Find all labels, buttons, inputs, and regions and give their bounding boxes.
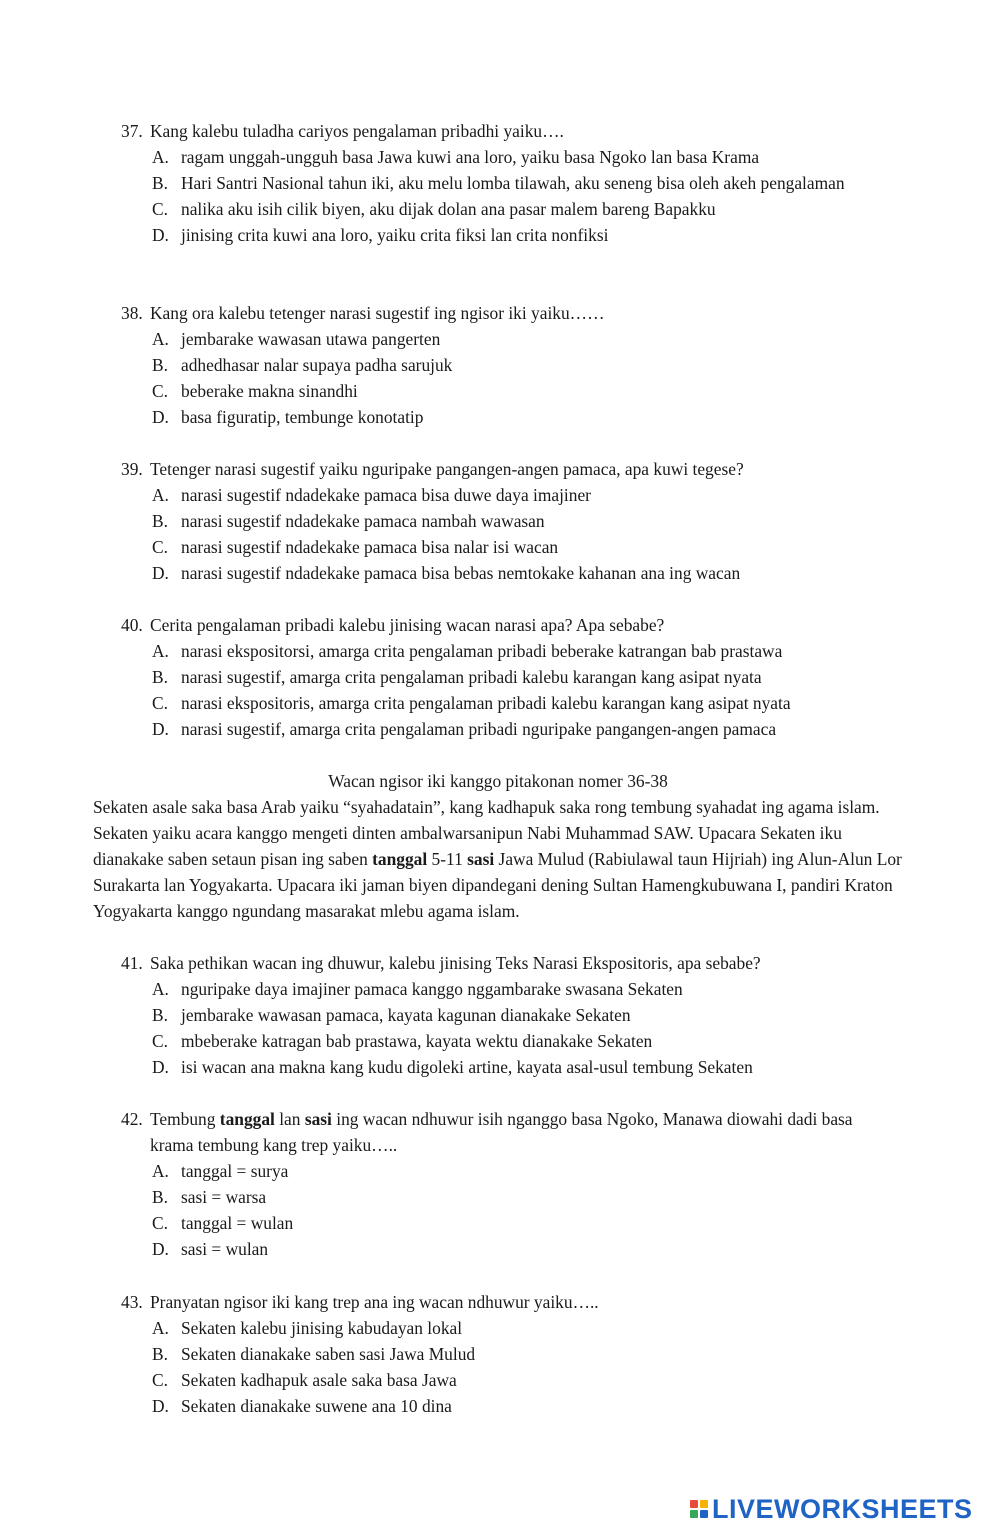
brand-name: LIVEWORKSHEETS: [712, 1494, 973, 1524]
option-b[interactable]: B. adhedhasar nalar supaya padha sarujuk: [152, 355, 453, 375]
option-a[interactable]: A. Sekaten kalebu jinising kabudayan lokal: [152, 1318, 463, 1338]
option-d[interactable]: D. sasi = wulan: [152, 1239, 269, 1259]
reading-passage: [93, 768, 913, 924]
question-text: 39. Tetenger narasi sugestif yaiku nguripake pangangen-angen pamaca, apa kuwi tegese?: [121, 456, 891, 482]
question-42: [121, 1106, 891, 1262]
passage-body: Sekaten asale saka basa Arab yaiku “syahadatain”, kang kadhapuk saka rong tembung syahadat ing agama islam. Sekaten yaiku acara kanggo mengeti dinten ambalwarsanipun Nabi Muhammad SAW. Upacara Sekaten iku dianakake saben setaun pisan ing saben tanggal 5-11 sasi Jawa Mulud (Rabiulawal taun Hijriah) ing Alun-Alun Lor Surakarta lan Yogyakarta. Upacara iki jaman biyen dipandegani dening Sultan Hamengkubuwana I, pandiri Kraton Yogyakarta kanggo ngundang masarakat mlebu agama islam.: [93, 797, 902, 921]
option-a[interactable]: A. nguripake daya imajiner pamaca kanggo nggambarake swasana Sekaten: [152, 979, 683, 999]
logo-square: [700, 1510, 708, 1518]
question-39: [121, 456, 891, 586]
option-d[interactable]: D. narasi sugestif, amarga crita pengalaman pribadi nguripake pangangen-angen pamaca: [152, 719, 777, 739]
option-b[interactable]: B. Sekaten dianakake saben sasi Jawa Mulud: [152, 1344, 476, 1364]
option-b[interactable]: B. narasi sugestif, amarga crita pengalaman pribadi kalebu karangan kang asipat nyata: [152, 667, 762, 687]
question-text: 38. Kang ora kalebu tetenger narasi sugestif ing ngisor iki yaiku……: [121, 300, 891, 326]
logo-square: [700, 1500, 708, 1508]
question-text: 42. Tembung tanggal lan sasi ing wacan ndhuwur isih nganggo basa Ngoko, Manawa diowahi dadi basa krama tembung kang trep yaiku…..: [121, 1106, 891, 1158]
option-d[interactable]: D. narasi sugestif ndadekake pamaca bisa bebas nemtokake kahanan ana ing wacan: [152, 563, 741, 583]
option-d[interactable]: D. jinising crita kuwi ana loro, yaiku crita fiksi lan crita nonfiksi: [152, 225, 609, 245]
option-a[interactable]: A. jembarake wawasan utawa pangerten: [152, 329, 441, 349]
question-number: 38.: [121, 303, 143, 323]
question-number: 39.: [121, 459, 143, 479]
option-c[interactable]: C. nalika aku isih cilik biyen, aku dijak dolan ana pasar malem bareng Bapakku: [152, 199, 716, 219]
option-a[interactable]: A. tanggal = surya: [152, 1161, 289, 1181]
passage-title: Wacan ngisor iki kanggo pitakonan nomer 36-38: [328, 771, 668, 791]
option-a[interactable]: A. narasi sugestif ndadekake pamaca bisa duwe daya imajiner: [152, 485, 591, 505]
liveworksheets-logo-icon: [690, 1500, 708, 1518]
liveworksheets-logo: [690, 1494, 973, 1524]
option-d[interactable]: D. isi wacan ana makna kang kudu digoleki artine, kayata asal-usul tembung Sekaten: [152, 1057, 753, 1077]
question-number: 40.: [121, 615, 143, 635]
question-number: 43.: [121, 1292, 143, 1312]
question-text: 41. Saka pethikan wacan ing dhuwur, kalebu jinising Teks Narasi Ekspositoris, apa sebabe?: [121, 950, 891, 976]
question-number: 37.: [121, 121, 143, 141]
option-c[interactable]: C. narasi sugestif ndadekake pamaca bisa nalar isi wacan: [152, 537, 559, 557]
question-40: [121, 612, 891, 742]
question-text: 40. Cerita pengalaman pribadi kalebu jinising wacan narasi apa? Apa sebabe?: [121, 612, 891, 638]
option-c[interactable]: C. tanggal = wulan: [152, 1213, 294, 1233]
option-c[interactable]: C. Sekaten kadhapuk asale saka basa Jawa: [152, 1370, 457, 1390]
logo-square: [690, 1510, 698, 1518]
option-b[interactable]: B. jembarake wawasan pamaca, kayata kagunan dianakake Sekaten: [152, 1005, 631, 1025]
option-a[interactable]: A. narasi ekspositorsi, amarga crita pengalaman pribadi beberake katrangan bab prastawa: [152, 641, 783, 661]
question-41: [121, 950, 891, 1080]
question-number: 42.: [121, 1109, 143, 1129]
option-b[interactable]: B. narasi sugestif ndadekake pamaca nambah wawasan: [152, 511, 545, 531]
option-a[interactable]: A. ragam unggah-ungguh basa Jawa kuwi ana loro, yaiku basa Ngoko lan basa Krama: [152, 147, 760, 167]
question-38: [121, 300, 891, 430]
option-d[interactable]: D. Sekaten dianakake suwene ana 10 dina: [152, 1396, 452, 1416]
option-c[interactable]: C. narasi ekspositoris, amarga crita pengalaman pribadi kalebu karangan kang asipat nyata: [152, 693, 791, 713]
option-c[interactable]: C. mbeberake katragan bab prastawa, kayata wektu dianakake Sekaten: [152, 1031, 653, 1051]
option-b[interactable]: B. sasi = warsa: [152, 1187, 267, 1207]
question-text: 43. Pranyatan ngisor iki kang trep ana ing wacan ndhuwur yaiku…..: [121, 1289, 891, 1315]
question-43: [121, 1289, 891, 1419]
option-b[interactable]: B. Hari Santri Nasional tahun iki, aku melu lomba tilawah, aku seneng bisa oleh akeh pengalaman: [152, 173, 845, 193]
option-c[interactable]: C. beberake makna sinandhi: [152, 381, 358, 401]
question-37: [121, 118, 891, 248]
question-number: 41.: [121, 953, 143, 973]
logo-square: [690, 1500, 698, 1508]
option-d[interactable]: D. basa figuratip, tembunge konotatip: [152, 407, 424, 427]
question-text: 37. Kang kalebu tuladha cariyos pengalaman pribadhi yaiku….: [121, 118, 891, 144]
